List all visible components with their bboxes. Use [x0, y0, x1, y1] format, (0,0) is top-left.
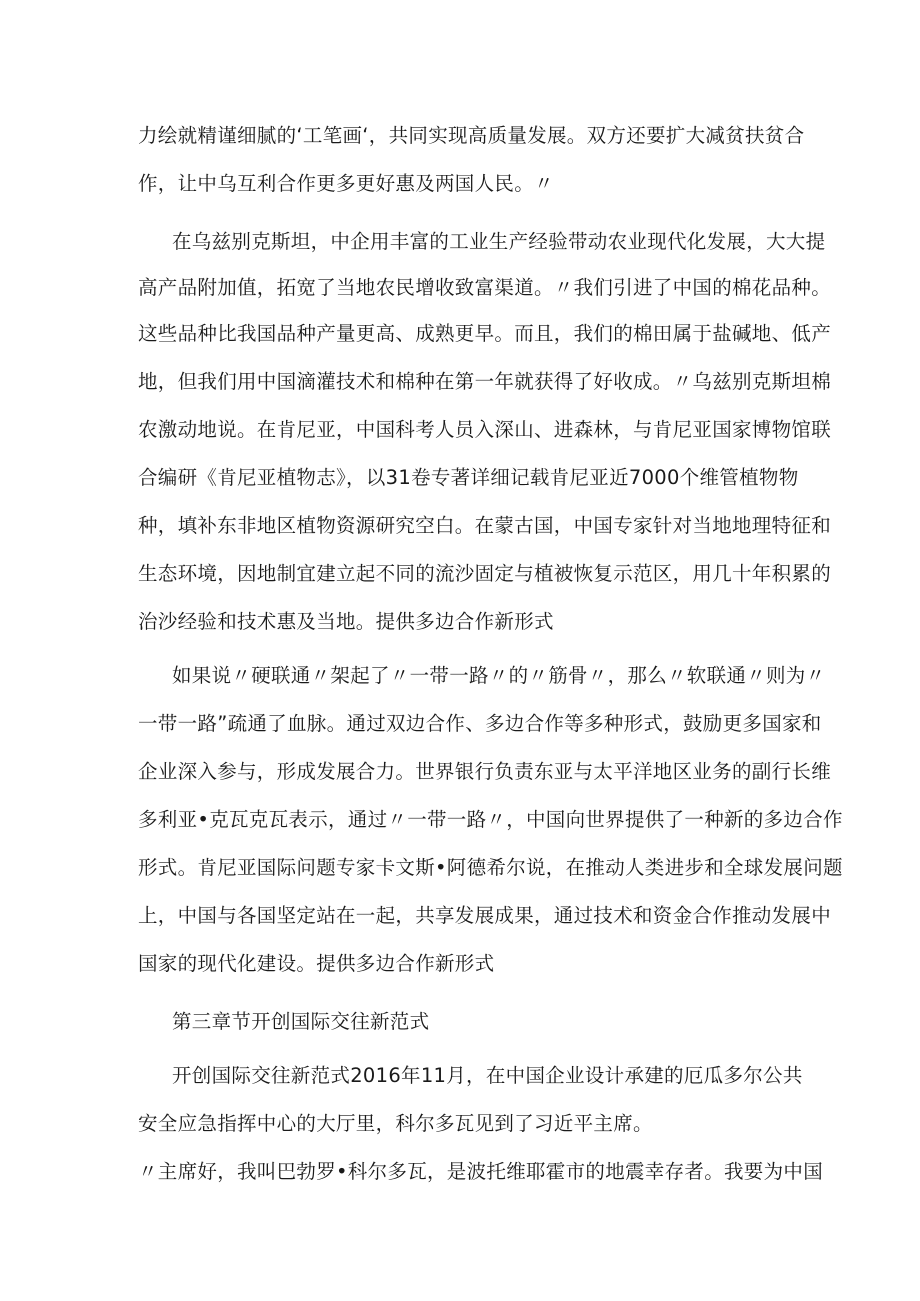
text-line: 安全应急指挥中心的大厅里，科尔多瓦见到了习近平主席。	[138, 1112, 653, 1135]
text-line: 农激动地说。在肯尼亚，中国科考人员入深山、进森林，与肯尼亚国家博物馆联	[138, 418, 832, 441]
text-line: 高产品附加值，拓宽了当地农民增收致富渠道。〃我们引进了中国的棉花品种。	[138, 276, 832, 299]
text-line: 这些品种比我国品种产量更高、成熟更早。而且，我们的棉田属于盐碱地、低产	[138, 322, 832, 345]
section-heading: 第三章节开创国际交往新范式	[172, 1010, 430, 1033]
text-line: 生态环境，因地制宜建立起不同的流沙固定与植被恢复示范区，用几十年积累的	[138, 562, 832, 585]
text-line: 力绘就精谨细腻的‘工笔画‘，共同实现高质量发展。双方还要扩大减贫扶贫合	[138, 124, 805, 147]
text-line: 治沙经验和技术惠及当地。提供多边合作新形式	[138, 610, 554, 633]
text-line: 地，但我们用中国滴灌技术和棉种在第一年就获得了好收成。〃乌兹别克斯坦棉	[138, 370, 832, 393]
text-line: 作，让中乌互利合作更多更好惠及两国人民。〃	[138, 172, 554, 195]
text-line: 企业深入参与，形成发展合力。世界银行负责东亚与太平洋地区业务的副行长维	[138, 760, 832, 783]
text-line: 合编研《肯尼亚植物志》，以31卷专著详细记载肯尼亚近7000个维管植物物	[138, 466, 799, 489]
text-line: 国家的现代化建设。提供多边合作新形式	[138, 952, 495, 975]
text-line: 开创国际交往新范式2016年11月，在中国企业设计承建的厄瓜多尔公共	[172, 1064, 803, 1087]
text-line: 种，填补东非地区植物资源研究空白。在蒙古国，中国专家针对当地地理特征和	[138, 514, 832, 537]
text-line: 〃主席好，我叫巴勃罗•科尔多瓦，是波托维耶霍市的地震幸存者。我要为中国	[138, 1160, 824, 1183]
text-line: 多利亚•克瓦克瓦表示，通过〃一带一路〃，中国向世界提供了一种新的多边合作	[138, 808, 843, 831]
text-line: 一带一路”疏通了血脉。通过双边合作、多边合作等多种形式，鼓励更多国家和	[138, 712, 822, 735]
text-line: 上，中国与各国坚定站在一起，共享发展成果，通过技术和资金合作推动发展中	[138, 904, 832, 927]
text-line: 如果说〃硬联通〃架起了〃一带一路〃的〃筋骨〃，那么〃软联通〃则为〃	[172, 664, 826, 687]
text-line: 形式。肯尼亚国际问题专家卡文斯•阿德希尔说，在推动人类进步和全球发展问题	[138, 856, 843, 879]
text-line: 在乌兹别克斯坦，中企用丰富的工业生产经验带动农业现代化发展，大大提	[172, 230, 826, 253]
